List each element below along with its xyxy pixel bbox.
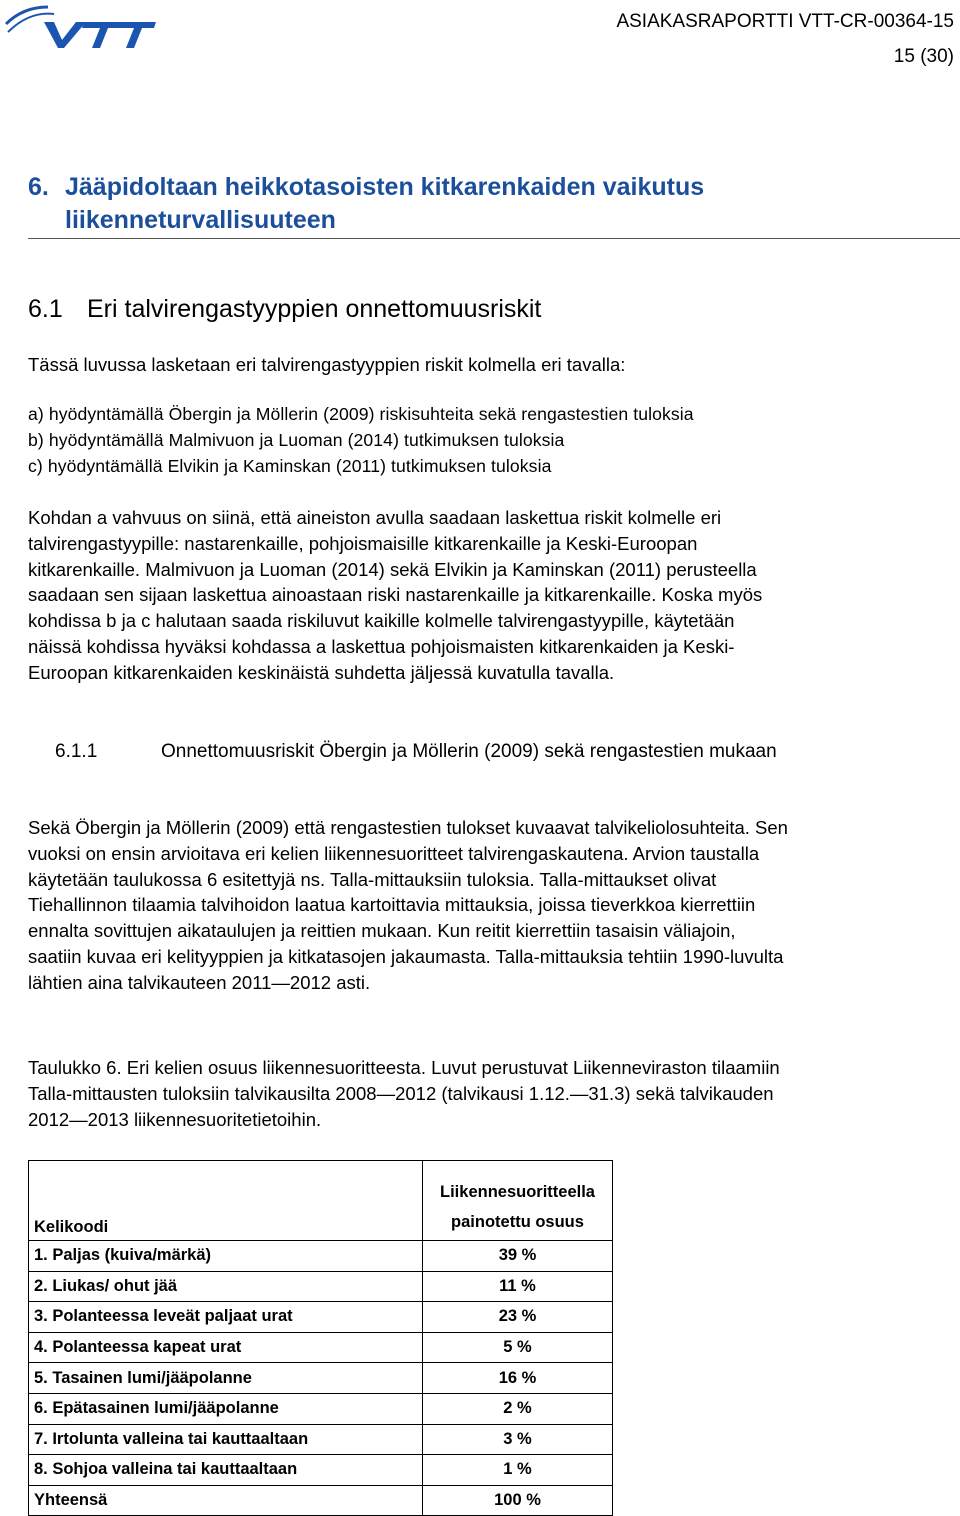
road-condition-table <box>28 1160 613 1516</box>
section-title-line1: Jääpidoltaan heikkotasoisten kitkarenkaiden vaikutus <box>65 173 705 201</box>
osuus-cell: 5 % <box>423 1332 613 1363</box>
text-line: käytetään taulukossa 6 esitettyjä ns. Talla-mittauksiin tuloksia. Talla-mittaukset olivat <box>28 868 717 890</box>
text-line: saatiin kuvaa eri kelityyppien ja kitkatasojen jakaumasta. Talla-mittauksia tehtiin 1990-luvulta <box>28 945 784 967</box>
table-total-row <box>29 1485 613 1516</box>
kelikoodi-cell: 8. Sohjoa valleina tai kauttaaltaan <box>29 1455 423 1486</box>
section-number: 6. <box>28 173 49 201</box>
page-number: 15 (30) <box>893 46 954 67</box>
kelikoodi-cell: 3. Polanteessa leveät paljaat urat <box>29 1302 423 1333</box>
text-line: Sekä Öbergin ja Möllerin (2009) että rengastestien tulokset kuvaavat talvikeliolosuhteita. Sen <box>28 817 788 838</box>
table-row <box>29 1271 613 1302</box>
column-header-line: Liikennesuoritteella <box>440 1183 595 1201</box>
table-row <box>29 1393 613 1424</box>
column-header-kelikoodi: Kelikoodi <box>29 1161 423 1241</box>
table-row <box>29 1455 613 1486</box>
osuus-cell: 3 % <box>423 1424 613 1455</box>
text-line: saadaan sen sijaan laskettua ainoastaan riski nastarenkaille ja kitkarenkaille. Koska myös <box>28 584 763 606</box>
text-line: kohdissa b ja c halutaan saada riskiluvut kaikille kolmelle talvirengastyypille, käytetään <box>28 610 735 632</box>
subsubsection-heading <box>55 740 777 764</box>
total-label: Yhteensä <box>29 1485 423 1516</box>
osuus-cell: 11 % <box>423 1271 613 1302</box>
table-row <box>29 1363 613 1394</box>
caption-line: Talla-mittausten tuloksiin talvikausilta 2008—2012 (talvikausi 1.12.—31.3) sekä talvikauden <box>28 1082 774 1104</box>
text-line: Tiehallinnon tilaamia talvihoidon laatua kartoittavia mittauksia, joissa tieverkkoa kierrettiin <box>28 894 756 916</box>
caption-line: Taulukko 6. Eri kelien osuus liikennesuoritteesta. Luvut perustuvat Liikenneviraston tilaamiin <box>28 1057 780 1078</box>
method-list <box>28 402 928 479</box>
report-id: ASIAKASRAPORTTI VTT-CR-00364-15 <box>616 11 954 32</box>
osuus-cell: 16 % <box>423 1363 613 1394</box>
subsubsection-number: 6.1.1 <box>55 741 98 762</box>
section-title-line2: liikenneturvallisuuteen <box>65 206 336 234</box>
table-row <box>29 1241 613 1272</box>
kelikoodi-cell: 6. Epätasainen lumi/jääpolanne <box>29 1393 423 1424</box>
intro-text: Tässä luvussa lasketaan eri talvirengastyyppien riskit kolmella eri tavalla: <box>28 354 626 375</box>
osuus-cell: 23 % <box>423 1302 613 1333</box>
kelikoodi-cell: 7. Irtolunta valleina tai kauttaaltaan <box>29 1424 423 1455</box>
kelikoodi-cell: 1. Paljas (kuiva/märkä) <box>29 1241 423 1272</box>
list-item: b) hyödyntämällä Malmivuon ja Luoman (2014) tutkimuksen tuloksia <box>28 429 565 450</box>
paragraph-2 <box>28 815 928 996</box>
kelikoodi-cell: 5. Tasainen lumi/jääpolanne <box>29 1363 423 1394</box>
vtt-logo <box>4 2 156 54</box>
osuus-cell: 1 % <box>423 1455 613 1486</box>
section-divider <box>28 238 960 239</box>
text-line: ennalta sovittujen aikataulujen ja reittien mukaan. Kun reitit kierrettiin tasaisin väliajoin, <box>28 920 736 942</box>
caption-line: 2012—2013 liikennesuoritetietoihin. <box>28 1108 322 1130</box>
text-line: kitkarenkaille. Malmivuon ja Luoman (2014) sekä Elvikin ja Kaminskan (2011) perusteella <box>28 558 757 580</box>
text-line: talvirengastyypille: nastarenkaille, pohjoismaisille kitkarenkaille ja Keski-Euroopan <box>28 532 698 554</box>
total-value: 100 % <box>423 1485 613 1516</box>
text-line: lähtien aina talvikauteen 2011—2012 asti. <box>28 971 371 993</box>
osuus-cell: 39 % <box>423 1241 613 1272</box>
subsection-heading <box>28 294 541 324</box>
text-line: näissä kohdissa hyväksi kohdassa a laskettua pohjoismaisten kitkarenkaiden ja Keski- <box>28 635 735 657</box>
column-header-osuus <box>423 1161 613 1241</box>
table-caption <box>28 1055 928 1132</box>
table-row <box>29 1332 613 1363</box>
osuus-cell: 2 % <box>423 1393 613 1424</box>
section-heading <box>28 171 908 237</box>
paragraph-1 <box>28 505 928 686</box>
subsection-title: Eri talvirengastyyppien onnettomuusriskit <box>87 295 542 323</box>
table-row <box>29 1424 613 1455</box>
text-line: vuoksi on ensin arvioitava eri kelien liikennesuoritteet talvirengaskautena. Arvion taustalla <box>28 842 760 864</box>
text-line: Euroopan kitkarenkaiden keskinäistä suhdetta jäljessä kuvatulla tavalla. <box>28 661 615 683</box>
intro-paragraph <box>28 352 928 378</box>
table-header-row <box>29 1161 613 1241</box>
kelikoodi-cell: 2. Liukas/ ohut jää <box>29 1271 423 1302</box>
column-header-line: painotettu osuus <box>451 1213 584 1231</box>
kelikoodi-cell: 4. Polanteessa kapeat urat <box>29 1332 423 1363</box>
table-row <box>29 1302 613 1333</box>
text-line: Kohdan a vahvuus on siinä, että aineiston avulla saadaan laskettua riskit kolmelle eri <box>28 507 722 528</box>
list-item: a) hyödyntämällä Öbergin ja Möllerin (2009) riskisuhteita sekä rengastestien tuloksia <box>28 404 694 424</box>
subsubsection-title: Onnettomuusriskit Öbergin ja Möllerin (2009) sekä rengastestien mukaan <box>161 741 777 762</box>
list-item: c) hyödyntämällä Elvikin ja Kaminskan (2011) tutkimuksen tuloksia <box>28 455 552 476</box>
subsection-number: 6.1 <box>28 295 63 323</box>
